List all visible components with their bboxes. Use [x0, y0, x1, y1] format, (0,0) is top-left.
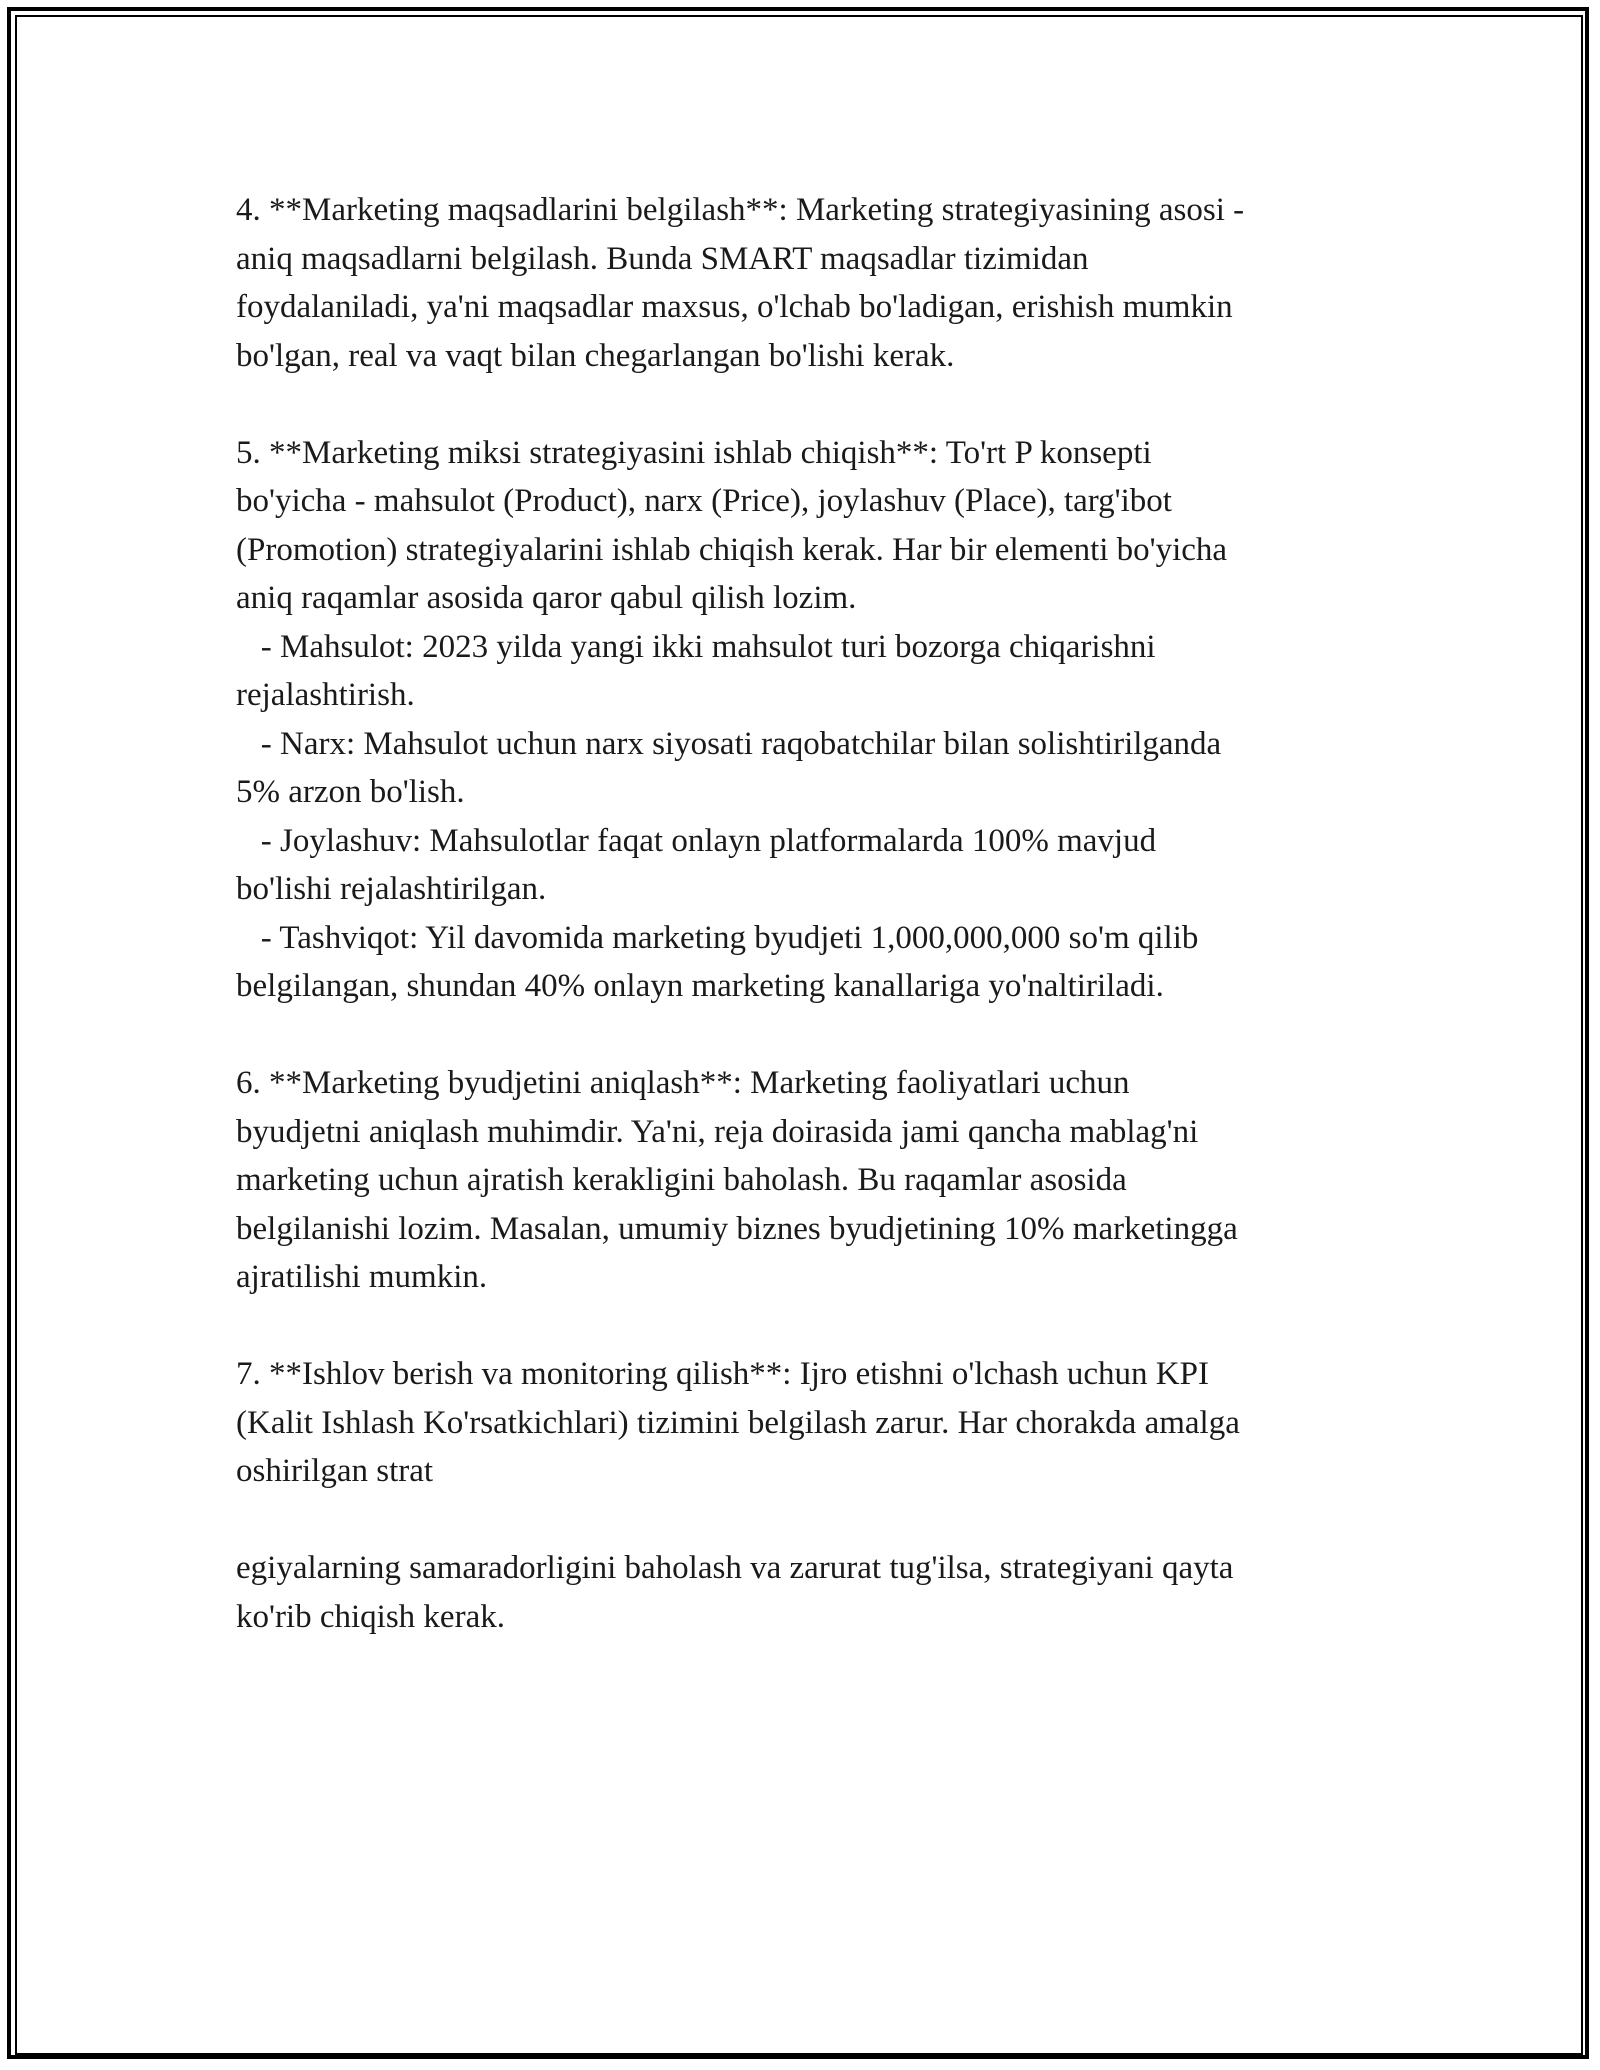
- text-line: rejalashtirish.: [236, 677, 415, 713]
- text-line: aniq maqsadlarni belgilash. Bunda SMART maqsadlar tizimidan: [236, 240, 1089, 277]
- text-line: oshirilgan strat: [236, 1453, 434, 1489]
- text-line: egiyalarning samaradorligini baholash va zarurat tug'ilsa, strategiyani qayta: [236, 1550, 1234, 1586]
- text-line: belgilangan, shundan 40% onlayn marketing kanallariga yo'naltiriladi.: [236, 968, 1164, 1004]
- paragraph-monitoring-continued: [236, 1544, 1366, 1641]
- text-line: (Kalit Ishlash Ko'rsatkichlari) tizimini belgilash zarur. Har chorakda amalga: [236, 1404, 1240, 1441]
- text-line: 5. **Marketing miksi strategiyasini ishlab chiqish**: To'rt P konsepti: [236, 434, 1152, 471]
- text-line: bo'yicha - mahsulot (Product), narx (Price), joylashuv (Place), targ'ibot: [236, 483, 1172, 519]
- document-body: [236, 186, 1366, 1690]
- text-line: - Narx: Mahsulot uchun narx siyosati raqobatchilar bilan solishtirilganda: [236, 725, 1222, 762]
- text-line: byudjetni aniqlash muhimdir. Ya'ni, reja doirasida jami qancha mablag'ni: [236, 1113, 1199, 1150]
- text-line: - Mahsulot: 2023 yilda yangi ikki mahsulot turi bozorga chiqarishni: [236, 628, 1156, 665]
- paragraph-marketing-mix: [236, 429, 1366, 1011]
- text-line: ajratilishi mumkin.: [236, 1259, 488, 1295]
- text-line: ko'rib chiqish kerak.: [236, 1598, 505, 1635]
- text-line: bo'lishi rejalashtirilgan.: [236, 871, 547, 907]
- text-line: aniq raqamlar asosida qaror qabul qilish lozim.: [236, 580, 857, 616]
- text-line: 7. **Ishlov berish va monitoring qilish**: Ijro etishni o'lchash uchun KPI: [236, 1356, 1209, 1392]
- text-line: 6. **Marketing byudjetini aniqlash**: Marketing faoliyatlari uchun: [236, 1065, 1130, 1101]
- paragraph-marketing-goals: [236, 186, 1366, 380]
- text-line: (Promotion) strategiyalarini ishlab chiqish kerak. Har bir elementi bo'yicha: [236, 531, 1228, 568]
- text-line: marketing uchun ajratish kerakligini baholash. Bu raqamlar asosida: [236, 1162, 1127, 1198]
- text-line: 5% arzon bo'lish.: [236, 774, 465, 810]
- text-line: foydalaniladi, ya'ni maqsadlar maxsus, o'lchab bo'ladigan, erishish mumkin: [236, 289, 1233, 325]
- text-line: belgilanishi lozim. Masalan, umumiy biznes byudjetining 10% marketingga: [236, 1210, 1238, 1247]
- text-line: - Tashviqot: Yil davomida marketing byudjeti 1,000,000,000 so'm qilib: [236, 919, 1199, 956]
- paragraph-monitoring: [236, 1350, 1366, 1496]
- paragraph-marketing-budget: [236, 1059, 1366, 1302]
- text-line: 4. **Marketing maqsadlarini belgilash**: Marketing strategiyasining asosi -: [236, 192, 1245, 228]
- text-line: bo'lgan, real va vaqt bilan chegarlangan bo'lishi kerak.: [236, 337, 955, 374]
- text-line: - Joylashuv: Mahsulotlar faqat onlayn platformalarda 100% mavjud: [236, 822, 1157, 859]
